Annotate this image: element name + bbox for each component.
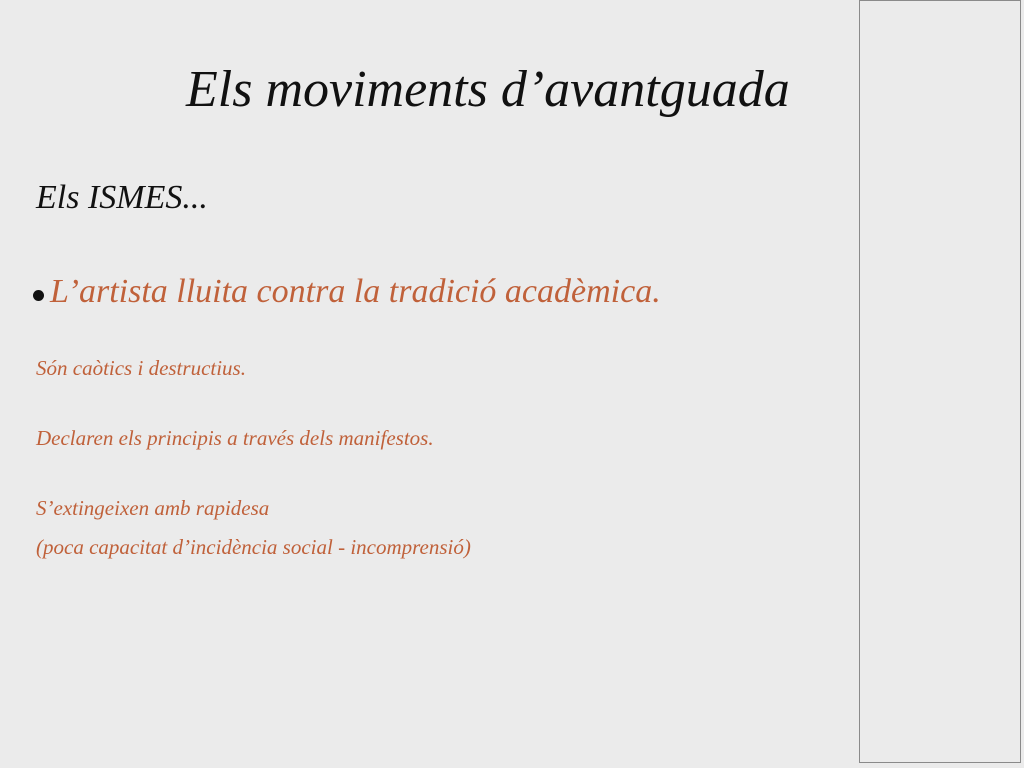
notes-panel[interactable] [859, 0, 1021, 763]
point-extingeixen: S’extingeixen amb rapidesa [36, 496, 270, 520]
bullet-text: L’artista lluita contra la tradició acadèmica. [50, 273, 661, 310]
point-manifestos: Declaren els principis a través dels manifestos. [36, 426, 434, 450]
slide-subtitle: Els ISMES... [36, 179, 208, 216]
bullet-dot-icon [33, 290, 44, 301]
point-incidencia: (poca capacitat d’incidència social - incomprensió) [36, 535, 471, 559]
slide-title: Els moviments d’avantguada [186, 61, 790, 118]
bullet-item [33, 270, 661, 314]
point-caotics: Són caòtics i destructius. [36, 356, 246, 380]
